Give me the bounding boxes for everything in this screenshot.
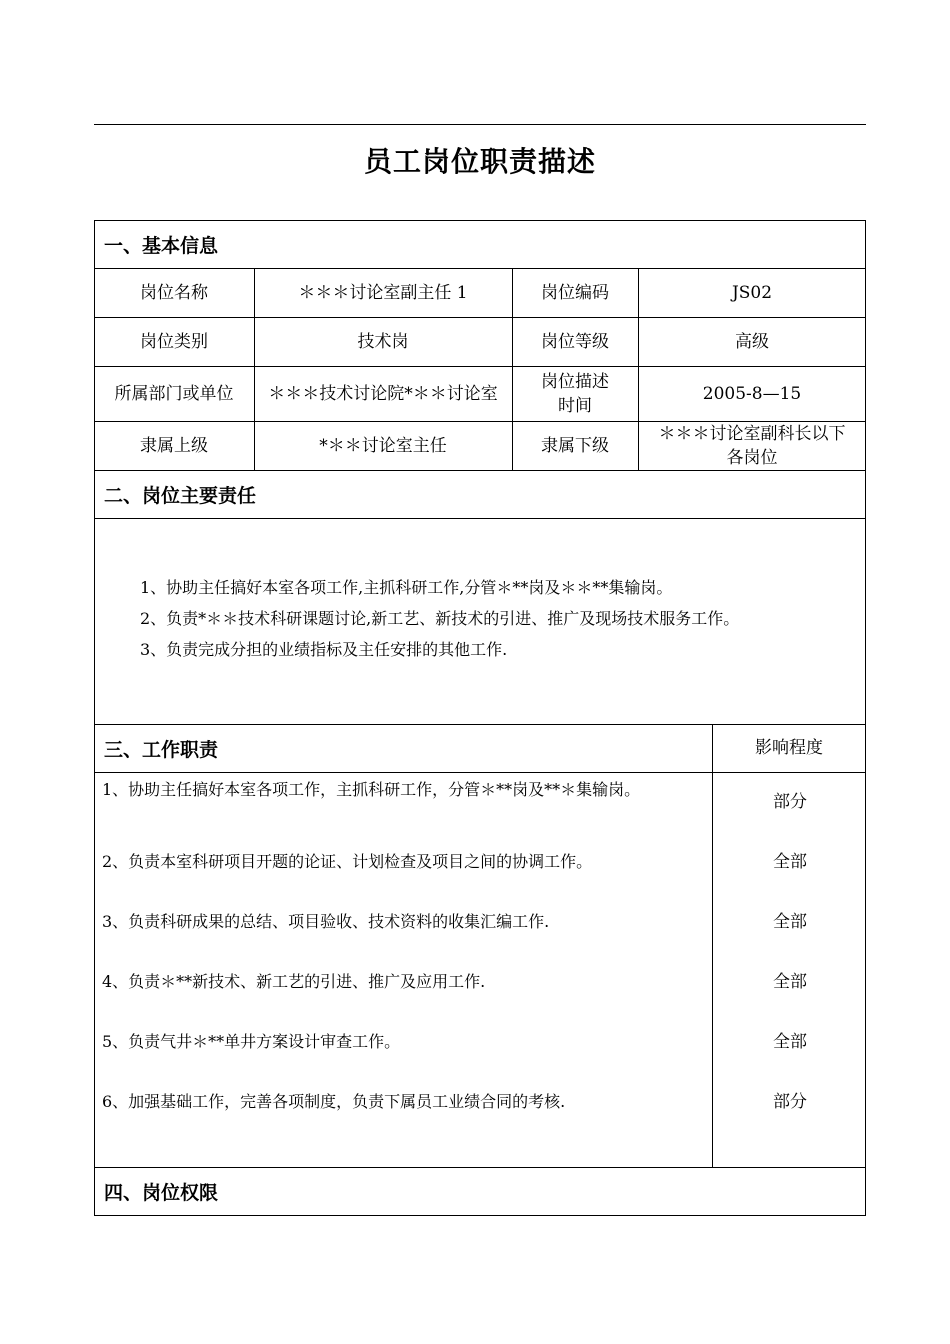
label-position-category: 岗位类别 — [140, 331, 208, 352]
list-item: 3、负责完成分担的业绩指标及主任安排的其他工作. — [140, 640, 508, 659]
responsibility-list — [140, 572, 739, 665]
value-description-date: 2005-8—15 — [702, 383, 802, 404]
value-subordinates: ＊＊＊讨论室副科长以下各岗位 — [658, 423, 846, 468]
list-item: 2、负责*＊＊技术科研课题讨论,新工艺、新技术的引进、推广及现场技术服务工作。 — [140, 609, 740, 628]
impact-value: 全部 — [773, 912, 807, 932]
label-subordinates: 隶属下级 — [541, 435, 609, 456]
section-basic-info-heading: 一、基本信息 — [104, 234, 219, 257]
impact-value: 全部 — [773, 852, 807, 872]
value-position-level: 高级 — [735, 331, 769, 352]
label-position-level: 岗位等级 — [541, 331, 609, 352]
duty-item: 3、负责科研成果的总结、项目验收、技术资料的收集汇编工作. — [102, 912, 550, 931]
label-department: 所属部门或单位 — [114, 383, 234, 404]
section-authority-heading: 四、岗位权限 — [104, 1181, 219, 1204]
label-position-code: 岗位编码 — [541, 282, 609, 303]
col-divider — [712, 724, 713, 1167]
label-description-date: 岗位描述时间 — [541, 371, 609, 416]
top-rule — [94, 124, 866, 125]
label-position-name: 岗位名称 — [140, 282, 208, 303]
duty-item: 2、负责本室科研项目开题的论证、计划检查及项目之间的协调工作。 — [102, 852, 593, 871]
value-position-name: ＊＊＊讨论室副主任 1 — [298, 282, 468, 303]
value-position-code: JS02 — [731, 282, 773, 303]
duty-item: 1、协助主任搞好本室各项工作，主抓科研工作，分管＊**岗及**＊集输岗。 — [102, 780, 641, 799]
value-position-category: 技术岗 — [357, 331, 409, 352]
divider — [94, 518, 866, 519]
impact-value: 部分 — [773, 792, 807, 812]
document-title: 员工岗位职责描述 — [363, 145, 596, 178]
value-superior: *＊＊讨论室主任 — [319, 435, 447, 456]
divider — [94, 772, 866, 773]
label-superior: 隶属上级 — [140, 435, 208, 456]
list-item: 1、协助主任搞好本室各项工作,主抓科研工作,分管＊**岗及＊＊**集输岗。 — [140, 578, 673, 597]
section-main-responsibilities-heading: 二、岗位主要责任 — [104, 484, 257, 507]
section-duties-heading: 三、工作职责 — [104, 738, 219, 761]
duty-item: 5、负责气井＊**单井方案设计审查工作。 — [102, 1032, 401, 1051]
duty-item: 4、负责＊**新技术、新工艺的引进、推广及应用工作. — [102, 972, 486, 991]
impact-value: 部分 — [773, 1092, 807, 1112]
impact-value: 全部 — [773, 1032, 807, 1052]
impact-header: 影响程度 — [755, 738, 823, 758]
value-department: ＊＊＊技术讨论院*＊＊讨论室 — [268, 383, 498, 404]
duty-item: 6、加强基础工作，完善各项制度，负责下属员工业绩合同的考核. — [102, 1092, 566, 1111]
impact-value: 全部 — [773, 972, 807, 992]
